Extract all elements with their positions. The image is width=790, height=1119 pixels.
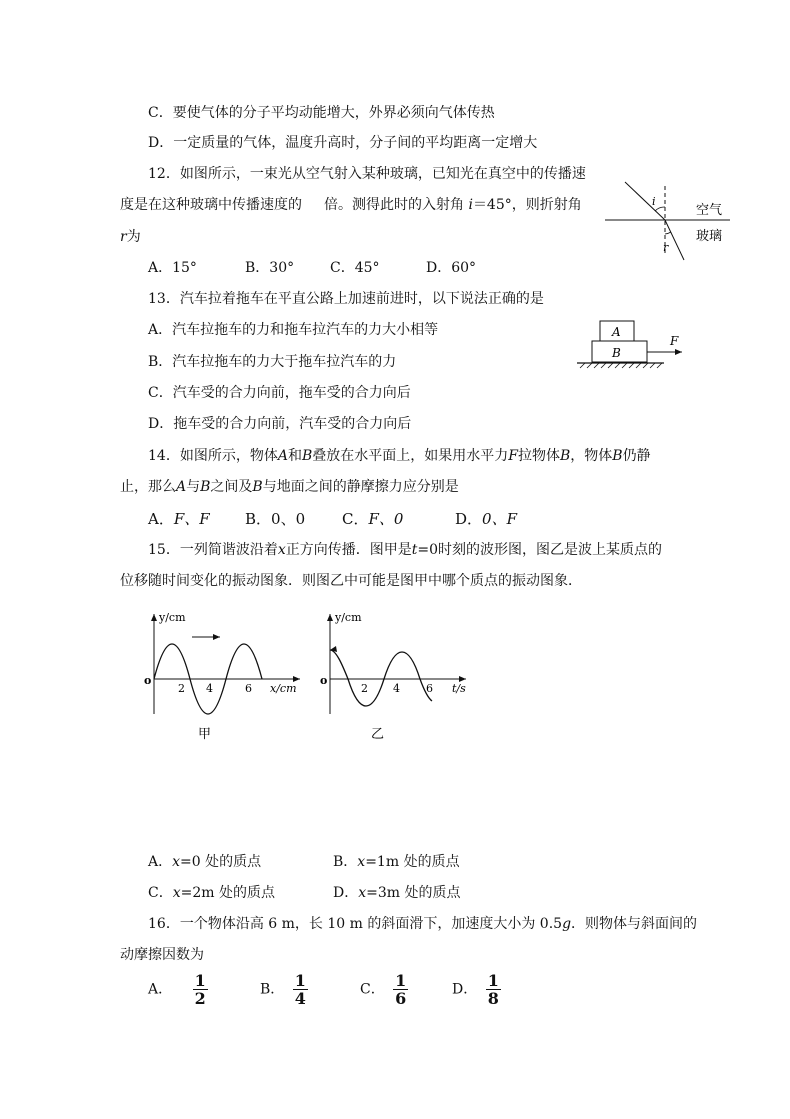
option-value: F、0 — [368, 510, 404, 528]
q16-option-d — [452, 972, 501, 1007]
fraction-denominator: 8 — [487, 989, 499, 1008]
q12-text: 为 — [126, 229, 141, 245]
y-axis-arrow — [327, 614, 333, 621]
option-label: B． — [260, 981, 285, 998]
q15-stem-line1 — [148, 540, 662, 560]
fraction-numerator: 1 — [395, 971, 407, 990]
q13-stem: 13．汽车拉着拖车在平直公路上加速前进时，以下说法正确的是 — [148, 291, 544, 307]
force-label: F — [670, 334, 679, 348]
q16-option-c — [360, 972, 408, 1007]
option-text: =1m 处的质点 — [365, 854, 460, 870]
q14-option-c — [342, 509, 403, 529]
q15-text: =0时刻的波形图，图乙是波上某质点的 — [417, 542, 663, 558]
y-axis-label: y/cm — [159, 611, 186, 624]
q14-symbol-b: B — [252, 479, 263, 495]
q12-stem-line3 — [120, 227, 141, 247]
refracted-ray — [665, 220, 684, 260]
q16-option-a — [148, 972, 208, 1007]
tick-label: 6 — [426, 682, 433, 695]
fraction — [293, 972, 308, 1007]
option-label: A． — [148, 510, 174, 528]
option-text: =2m 处的质点 — [180, 885, 275, 901]
incident-ray — [625, 182, 665, 220]
q14-option-d — [455, 509, 517, 529]
option-value: 0、0 — [271, 510, 306, 528]
q15-option-b — [333, 852, 460, 872]
option-label: D． — [452, 981, 478, 998]
q12-option-c: C．45° — [330, 260, 380, 276]
fraction — [486, 972, 501, 1007]
q15-option-d — [333, 883, 461, 903]
fraction-numerator: 1 — [294, 971, 306, 990]
q15-stem-line2: 位移随时间变化的振动图象．则图乙中可能是图甲中哪个质点的振动图象． — [120, 573, 582, 589]
q15-text: 正方向传播．图甲是 — [285, 542, 412, 558]
fraction-numerator: 1 — [487, 971, 499, 990]
q16-stem-line2: 动摩擦因数为 — [120, 947, 204, 963]
q15-symbol-t: t — [411, 542, 418, 558]
block-b-label: B — [612, 346, 621, 360]
figure-label-r: r — [663, 241, 669, 254]
tick-label: 4 — [393, 682, 400, 695]
option-label: C． — [342, 510, 369, 528]
q14-text: 之间及 — [210, 479, 253, 495]
option-label: C． — [360, 981, 385, 998]
q15-option-a — [148, 852, 261, 872]
q12-stem-line1: 12．如图所示，一束光从空气射入某种玻璃，已知光在真空中的传播速 — [148, 166, 586, 182]
q13-option-a: A．汽车拉拖车的力和拖车拉汽车的力大小相等 — [148, 322, 439, 338]
option-var: x — [172, 885, 181, 901]
q12-stem-line2 — [120, 195, 582, 215]
block-a-label: A — [612, 325, 621, 339]
q14-text: ，物体 — [570, 448, 613, 464]
q13-option-d: D．拖车受的合力向前，汽车受的合力向后 — [148, 416, 412, 432]
q14-symbol-b: B — [612, 448, 623, 464]
y-axis-label: y/cm — [335, 611, 362, 624]
refraction-angle-arc — [665, 232, 671, 234]
q13-option-c: C．汽车受的合力向前，拖车受的合力向后 — [148, 385, 411, 401]
option-label: A． — [148, 854, 173, 870]
option-label: B． — [333, 854, 358, 870]
q12-text: ＝45°，则折射角 — [472, 197, 582, 213]
q16-text: 16．一个物体沿高 6 m，长 10 m 的斜面滑下，加速度大小为 0.5 — [148, 916, 563, 932]
vibration-graph-yi — [316, 606, 476, 751]
q14-text: 与 — [186, 479, 201, 495]
fraction-denominator: 4 — [294, 989, 306, 1008]
option-var: x — [358, 885, 367, 901]
option-value: F、F — [173, 510, 210, 528]
q14-stem-line2 — [120, 477, 459, 497]
option-var: x — [357, 854, 366, 870]
option-label: B． — [245, 510, 272, 528]
q14-option-a — [148, 509, 210, 529]
force-arrow-head — [675, 349, 682, 355]
incidence-angle-symbol: i — [468, 197, 473, 213]
figure-label-i: i — [652, 195, 656, 208]
q14-symbol-b: B — [200, 479, 211, 495]
q15-option-c — [148, 883, 275, 903]
q14-text: 仍静 — [622, 448, 651, 464]
q15-text: 15．一列简谐波沿着 — [148, 542, 278, 558]
fraction-denominator: 6 — [395, 989, 407, 1008]
q16-option-b — [260, 972, 308, 1007]
q14-text: 14．如图所示，物体 — [148, 448, 278, 464]
option-label: A． — [148, 981, 173, 998]
origin-label: o — [144, 674, 152, 687]
q16-text: ．则物体与斜面间的 — [571, 916, 698, 932]
stacked-blocks-diagram — [572, 316, 692, 374]
option-text: =0 处的质点 — [180, 854, 262, 870]
q12-option-d: D．60° — [426, 260, 477, 276]
option-label: C． — [148, 885, 173, 901]
tick-label: 2 — [178, 682, 185, 695]
fraction — [193, 972, 208, 1007]
wave-graph-jia — [140, 606, 310, 751]
q16-symbol-g: g — [562, 916, 572, 932]
q14-symbol-b: B — [301, 448, 313, 464]
q15-symbol-x: x — [277, 542, 286, 558]
fraction — [393, 972, 408, 1007]
q14-option-b — [245, 509, 305, 529]
propagation-arrow-head — [213, 634, 220, 640]
y-axis-arrow — [151, 614, 157, 621]
q13-option-b: B．汽车拉拖车的力大于拖车拉汽车的力 — [148, 354, 397, 370]
q14-text: 止，那么 — [120, 479, 176, 495]
refraction-angle-symbol: r — [120, 229, 127, 245]
vibration-curve — [330, 650, 432, 706]
q12-text: 倍。测得此时的入射角 — [324, 197, 464, 213]
q14-symbol-a: A — [277, 448, 288, 464]
q14-symbol-f: F — [508, 448, 518, 464]
figure-label-glass: 玻璃 — [696, 229, 723, 244]
option-var: x — [172, 854, 181, 870]
option-label: D． — [455, 510, 483, 528]
t-axis-label: t/s — [452, 682, 466, 695]
q12-option-b: B．30° — [245, 260, 295, 276]
ground-hatching — [580, 363, 662, 368]
q12-option-a: A．15° — [148, 260, 197, 276]
q14-symbol-a: A — [176, 479, 187, 495]
graph-caption: 甲 — [198, 727, 212, 742]
q14-text: 叠放在水平面上，如果用水平力 — [312, 448, 509, 464]
graph-caption: 乙 — [371, 727, 385, 742]
origin-label: o — [320, 674, 328, 687]
option-value: 0、F — [482, 510, 517, 528]
q11-option-c: C．要使气体的分子平均动能增大，外界必须向气体传热 — [148, 105, 495, 121]
tick-label: 2 — [361, 682, 368, 695]
q16-stem-line1 — [148, 914, 697, 934]
q14-text: 与地面之间的静摩擦力应分别是 — [262, 479, 459, 495]
q11-option-d: D．一定质量的气体，温度升高时，分子间的平均距离一定增大 — [148, 135, 538, 151]
q14-text: 和 — [287, 448, 302, 464]
option-text: =3m 处的质点 — [366, 885, 461, 901]
refraction-diagram — [600, 172, 740, 264]
q14-symbol-b: B — [559, 448, 571, 464]
fraction-denominator: 2 — [194, 989, 206, 1008]
tick-label: 4 — [206, 682, 213, 695]
tick-label: 6 — [245, 682, 252, 695]
figure-label-air: 空气 — [696, 203, 723, 218]
x-axis-label: x/cm — [270, 682, 297, 695]
q14-stem-line1 — [148, 446, 651, 466]
option-label: D． — [333, 885, 359, 901]
fraction-numerator: 1 — [194, 971, 206, 990]
q12-text: 度是在这种玻璃中传播速度的 — [120, 197, 302, 213]
incidence-angle-arc — [655, 207, 665, 211]
q14-text: 拉物体 — [517, 448, 560, 464]
